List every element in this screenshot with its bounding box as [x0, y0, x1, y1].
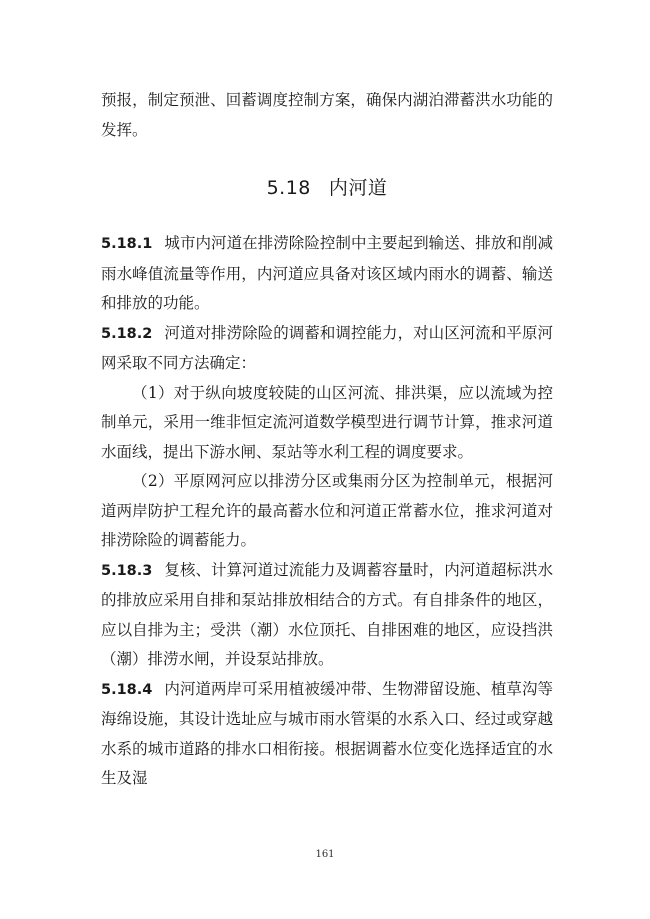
list-item: （2）平原网河应以排涝分区或集雨分区为控制单元，根据河道两岸防护工程允许的最高蓄水位和河道正常蓄水位，推求河道对排涝除险的调蓄能力。 [101, 472, 553, 549]
clause-5-18-4 [101, 675, 553, 794]
clause-number: 5.18.4 [101, 681, 153, 698]
page-content [101, 86, 553, 794]
clause-5-18-3 [101, 556, 553, 675]
clause-number: 5.18.3 [101, 562, 153, 579]
clause-text: 河道对排涝除险的调蓄和调控能力，对山区河流和平原河网采取不同方法确定： [101, 323, 553, 372]
clause-5-18-1 [101, 229, 553, 319]
clause-number: 5.18.1 [101, 236, 153, 252]
section-title: 内河道 [328, 177, 388, 199]
clause-text: 城市内河道在排涝除险控制中主要起到输送、排放和削减雨水峰值流量等作用，内河道应具备对该区域内雨水的调蓄、输送和排放的功能。 [101, 234, 553, 312]
clause-text: 内河道两岸可采用植被缓冲带、生物滞留设施、植草沟等海绵设施，其设计选址应与城市雨水管渠的水系入口、经过或穿越水系的城市道路的排水口相衔接。根据调蓄水位变化选择适宜的水生及湿 [101, 679, 553, 787]
list-item: （1）对于纵向坡度较陡的山区河流、排洪渠，应以流域为控制单元，采用一维非恒定流河道数学模型进行调节计算，推求河道水面线，提出下游水闸、泵站等水利工程的调度要求。 [101, 383, 553, 461]
clause-number: 5.18.2 [101, 325, 153, 342]
intro-paragraph: 预报，制定预泄、回蓄调度控制方案，确保内湖泊滞蓄洪水功能的发挥。 [101, 91, 553, 139]
clause-5-18-2 [101, 319, 553, 379]
section-heading [101, 175, 553, 201]
page-number: 161 [315, 849, 335, 860]
clause-text: 复核、计算河道过流能力及调蓄容量时，内河道超标洪水的排放应采用自排和泵站排放相结合的方式。有自排条件的地区，应以自排为主；受洪（潮）水位顶托、自排困难的地区，应设挡洪（潮）排涝水闸，并设泵站排放。 [101, 560, 553, 668]
section-number: 5.18 [266, 177, 311, 199]
